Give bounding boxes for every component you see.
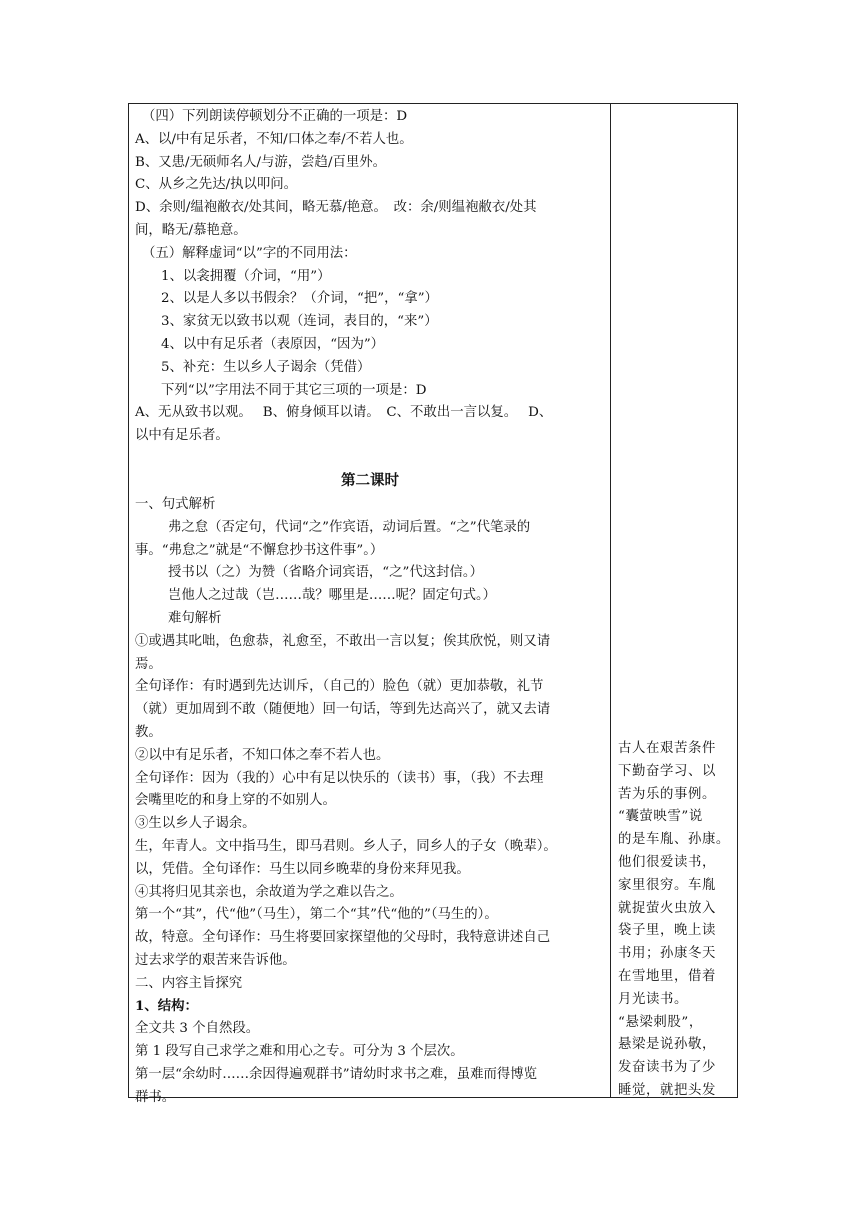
- part-four-option: D、余则/缊袍敝衣/处其间，略无慕/艳意。 改：余/则缊袍敝衣/处其: [135, 200, 537, 216]
- difficult-line: ①或遇其叱咄，色愈恭，礼愈至，不敢出一言以复；俟其欣悦，则又请: [135, 633, 551, 649]
- side-note-line: 睡觉，就把头发: [618, 1082, 716, 1098]
- content-section-heading: 二、内容主旨探究: [135, 975, 243, 991]
- difficult-line: 以，凭借。全句译作：马生以同乡晚辈的身份来拜见我。: [135, 861, 470, 877]
- difficult-line: 全句译作：有时遇到先达训斥，（自己的）脸色（就）更加恭敬，礼节: [135, 679, 544, 695]
- part-five-item: 5、补充：生以乡人子谒余（凭借）: [161, 359, 371, 375]
- difficult-line: 故，特意。全句译作：马生将要回家探望他的父母时，我特意讲述自己: [135, 930, 551, 946]
- side-note-line: 发奋读书为了少: [618, 1060, 716, 1076]
- part-four-option: B、又患/无硕师名人/与游，尝趋/百里外。: [135, 154, 387, 170]
- side-note-line: 的是车胤、孙康。: [618, 832, 730, 848]
- part-five-heading: （五）解释虚词“以”字的不同用法：: [142, 245, 357, 261]
- part-four-option: 间，略无/慕艳意。: [135, 222, 247, 238]
- part-five-item: 1、以衾拥覆（介词，“用”）: [161, 268, 331, 284]
- difficult-line: ②以中有足乐者，不知口体之奉不若人也。: [135, 747, 390, 763]
- structure-label: 1、结构：: [135, 998, 198, 1015]
- lesson-title: 第二课时: [341, 471, 399, 489]
- difficult-line: （就）更加周到不敢（随便地）回一句话，等到先达高兴了，就又去请: [135, 702, 551, 718]
- column-divider: [610, 103, 611, 1098]
- part-five-item: 3、家贫无以致书以观（连词，表目的，“来”）: [161, 314, 438, 330]
- difficult-line: 全句译作：因为（我的）心中有足以快乐的（读书）事，（我）不去理: [135, 770, 544, 786]
- difficult-line: ③生以乡人子谒余。: [135, 816, 256, 832]
- side-note-line: “囊萤映雪”说: [618, 809, 703, 825]
- part-five-item: 2、以是人多以书假余？（介词，“把”，“拿”）: [161, 291, 438, 307]
- difficult-line: 焉。: [135, 656, 162, 672]
- sentence-line: 岂他人之过哉（岂……哉？哪里是……呢？固定句式。）: [168, 588, 497, 604]
- sentence-line: 弗之怠（否定句，代词“之”作宾语，动词后置。“之”代笔录的: [168, 519, 531, 535]
- difficult-line: 生，年青人。文中指马生，即马君则。乡人子，同乡人的子女（晚辈）。: [135, 838, 557, 854]
- side-note-line: 他们很爱读书，: [618, 854, 716, 870]
- part-four-option: C、从乡之先达/执以叩问。: [135, 177, 298, 193]
- difficult-line: 教。: [135, 724, 162, 740]
- side-note-line: “悬梁刺股”，: [618, 1014, 703, 1030]
- side-note-line: 家里很穷。车胤: [618, 877, 716, 893]
- sentence-section-heading: 一、句式解析: [135, 496, 216, 512]
- difficult-heading: 难句解析: [168, 610, 222, 626]
- difficult-line: ④其将归见其亲也，余故道为学之难以告之。: [135, 884, 403, 900]
- part-four-option: A、以/中有足乐者，不知/口体之奉/不若人也。: [135, 131, 413, 147]
- part-five-item: 4、以中有足乐者（表原因，“因为”）: [161, 336, 385, 352]
- side-note-line: 袋子里，晚上读: [618, 923, 716, 939]
- content-line: 全文共 3 个自然段。: [135, 1021, 260, 1037]
- side-note-line: 下勤奋学习、以: [618, 763, 716, 779]
- difficult-line: 过去求学的艰苦来告诉他。: [135, 952, 296, 968]
- content-line: 群书。: [135, 1089, 176, 1105]
- side-note-line: 书用；孙康冬天: [618, 946, 716, 962]
- part-four-question: （四）下列朗读停顿划分不正确的一项是：D: [142, 109, 408, 124]
- side-note-column: [618, 738, 735, 1103]
- side-note-line: 苦为乐的事例。: [618, 786, 716, 802]
- content-line: 第一层“余幼时……余因得遍观群书”请幼时求书之难，虽难而得博览: [135, 1066, 538, 1082]
- part-five-options: A、无从致书以观。 B、俯身倾耳以请。 C、不敢出一言以复。 D、: [135, 405, 553, 421]
- difficult-line: 第一个“其”，代“他”（马生），第二个“其”代“他的”（马生的）。: [135, 907, 498, 923]
- sentence-line: 事。“弗怠之”就是“不懈怠抄书这件事”。）: [135, 542, 384, 558]
- side-note-line: 悬梁是说孙敬，: [618, 1037, 716, 1053]
- content-line: 第 1 段写自己求学之难和用心之专。可分为 3 个层次。: [135, 1044, 464, 1060]
- main-column: [135, 106, 605, 1109]
- difficult-line: 会嘴里吃的和身上穿的不如别人。: [135, 793, 336, 809]
- side-note-line: 在雪地里，借着: [618, 968, 716, 984]
- part-five-options: 以中有足乐者。: [135, 428, 229, 444]
- part-five-question: 下列“以”字用法不同于其它三项的一项是：D: [161, 382, 427, 398]
- sentence-line: 授书以（之）为赞（省略介词宾语，“之”代这封信。）: [168, 565, 483, 581]
- side-note-line: 古人在艰苦条件: [618, 741, 716, 756]
- side-note-line: 就捉萤火虫放入: [618, 900, 716, 916]
- side-note-line: 月光读书。: [618, 991, 688, 1007]
